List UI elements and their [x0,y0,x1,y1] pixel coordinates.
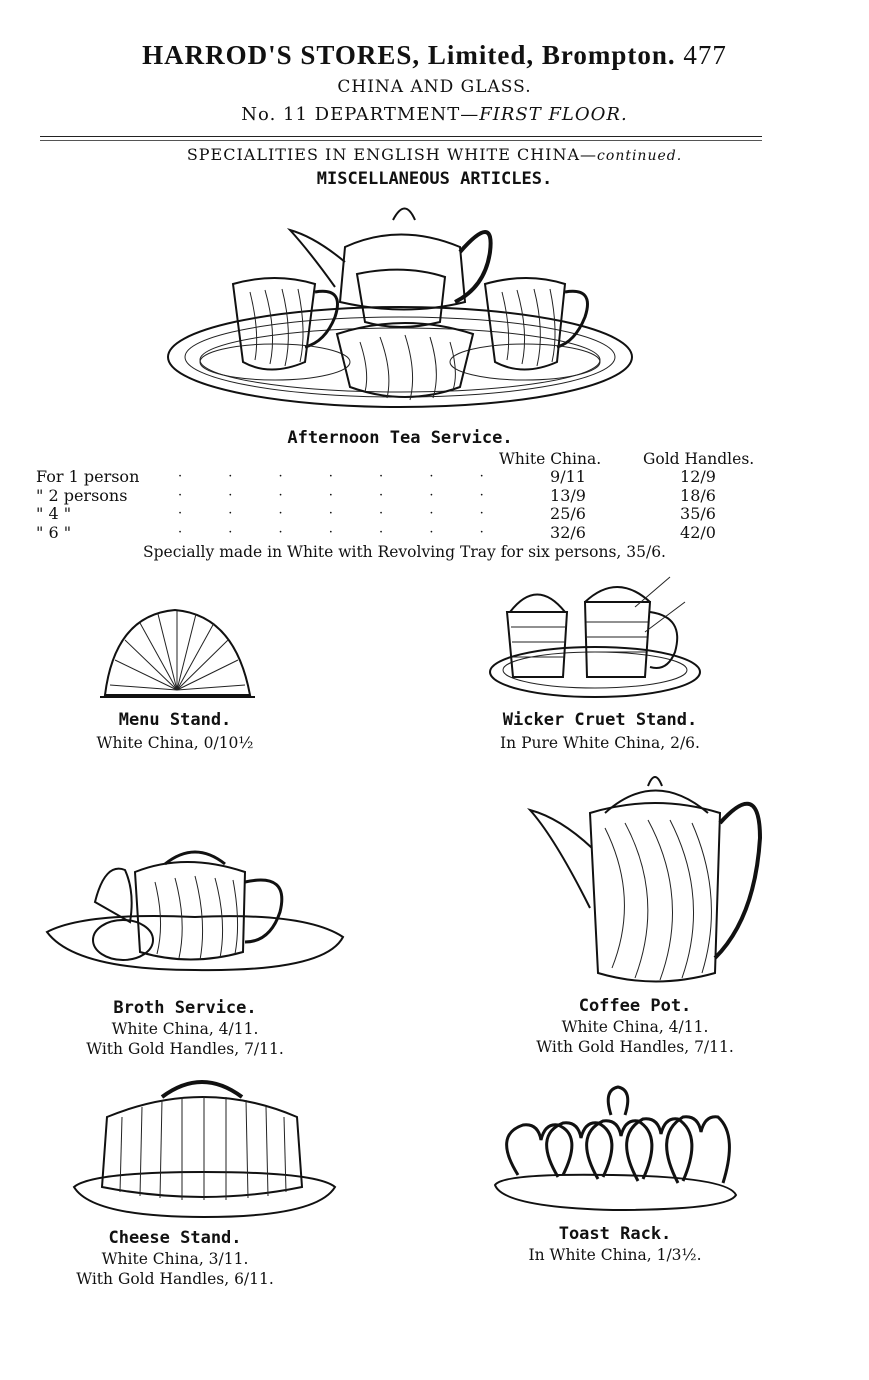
page-number: 477 [683,40,727,70]
toast-rack-illustration [493,1085,738,1215]
menu-stand-title: Menu Stand. [118,710,232,730]
misc-heading: MISCELLANEOUS ARTICLES. [316,169,553,189]
cheese-stand-title: Cheese Stand. [108,1228,242,1248]
leader-dots: · · · · · · · [178,469,505,484]
specialities-text: SPECIALITIES IN ENGLISH WHITE CHINA— [186,145,598,164]
table-row [36,468,768,487]
divider-rule-thin [40,140,762,141]
cheese-stand-illustration [72,1072,337,1222]
toast-rack-price: In White China, 1/3½. [528,1246,702,1264]
tea-service-illustration [165,192,635,417]
white-price: 25/6 [550,504,586,523]
row-label: " 4 " [36,504,72,523]
department-floor: FIRST FLOOR. [479,104,628,125]
coffee-pot-title: Coffee Pot. [578,996,692,1016]
table-row [36,505,768,524]
gold-price: 35/6 [680,504,716,523]
broth-gold-price: With Gold Handles, 7/11. [86,1040,284,1058]
cruet-stand-title: Wicker Cruet Stand. [502,710,698,730]
leader-dots: · · · · · · · [178,506,505,521]
cheese-white-price: White China, 3/11. [101,1250,249,1268]
table-row [36,524,768,543]
toast-rack-title: Toast Rack. [558,1224,672,1244]
row-label: For 1 person [36,467,140,486]
tea-price-table [36,468,768,542]
col-white-china: White China. [499,450,602,468]
cruet-stand-illustration [485,572,705,702]
gold-price: 42/0 [680,522,716,542]
department-line [0,104,869,125]
coffee-pot-illustration [530,768,765,988]
gold-price: 12/9 [680,467,716,486]
continued-text: continued. [597,148,683,164]
white-price: 13/9 [550,485,586,505]
broth-white-price: White China, 4/11. [111,1020,259,1038]
row-label: " 2 persons [36,485,128,505]
tea-service-title: Afternoon Tea Service. [287,428,513,448]
broth-service-illustration [45,842,345,977]
white-price: 32/6 [550,522,586,542]
coffee-white-price: White China, 4/11. [561,1018,709,1036]
col-gold-handles: Gold Handles. [643,450,755,468]
table-row [36,487,768,506]
specialities-line [0,145,869,164]
menu-stand-illustration [100,605,255,700]
coffee-gold-price: With Gold Handles, 7/11. [536,1038,734,1056]
department-prefix: No. 11 DEPARTMENT— [241,104,480,125]
tea-service-note: Specially made in White with Revolving Tray for six persons, 35/6. [143,543,666,561]
page-header [0,40,869,71]
white-price: 9/11 [550,467,586,486]
section-title: CHINA AND GLASS. [337,77,532,97]
gold-price: 18/6 [680,485,716,505]
menu-stand-price: White China, 0/10½ [96,734,254,752]
cheese-gold-price: With Gold Handles, 6/11. [76,1270,274,1288]
broth-service-title: Broth Service. [113,998,257,1018]
leader-dots: · · · · · · · [178,524,505,540]
leader-dots: · · · · · · · [178,487,505,503]
row-label: " 6 " [36,522,72,542]
store-title: HARROD'S STORES, Limited, Brompton. [142,40,676,70]
cruet-stand-price: In Pure White China, 2/6. [500,734,700,752]
divider-rule [40,136,762,137]
